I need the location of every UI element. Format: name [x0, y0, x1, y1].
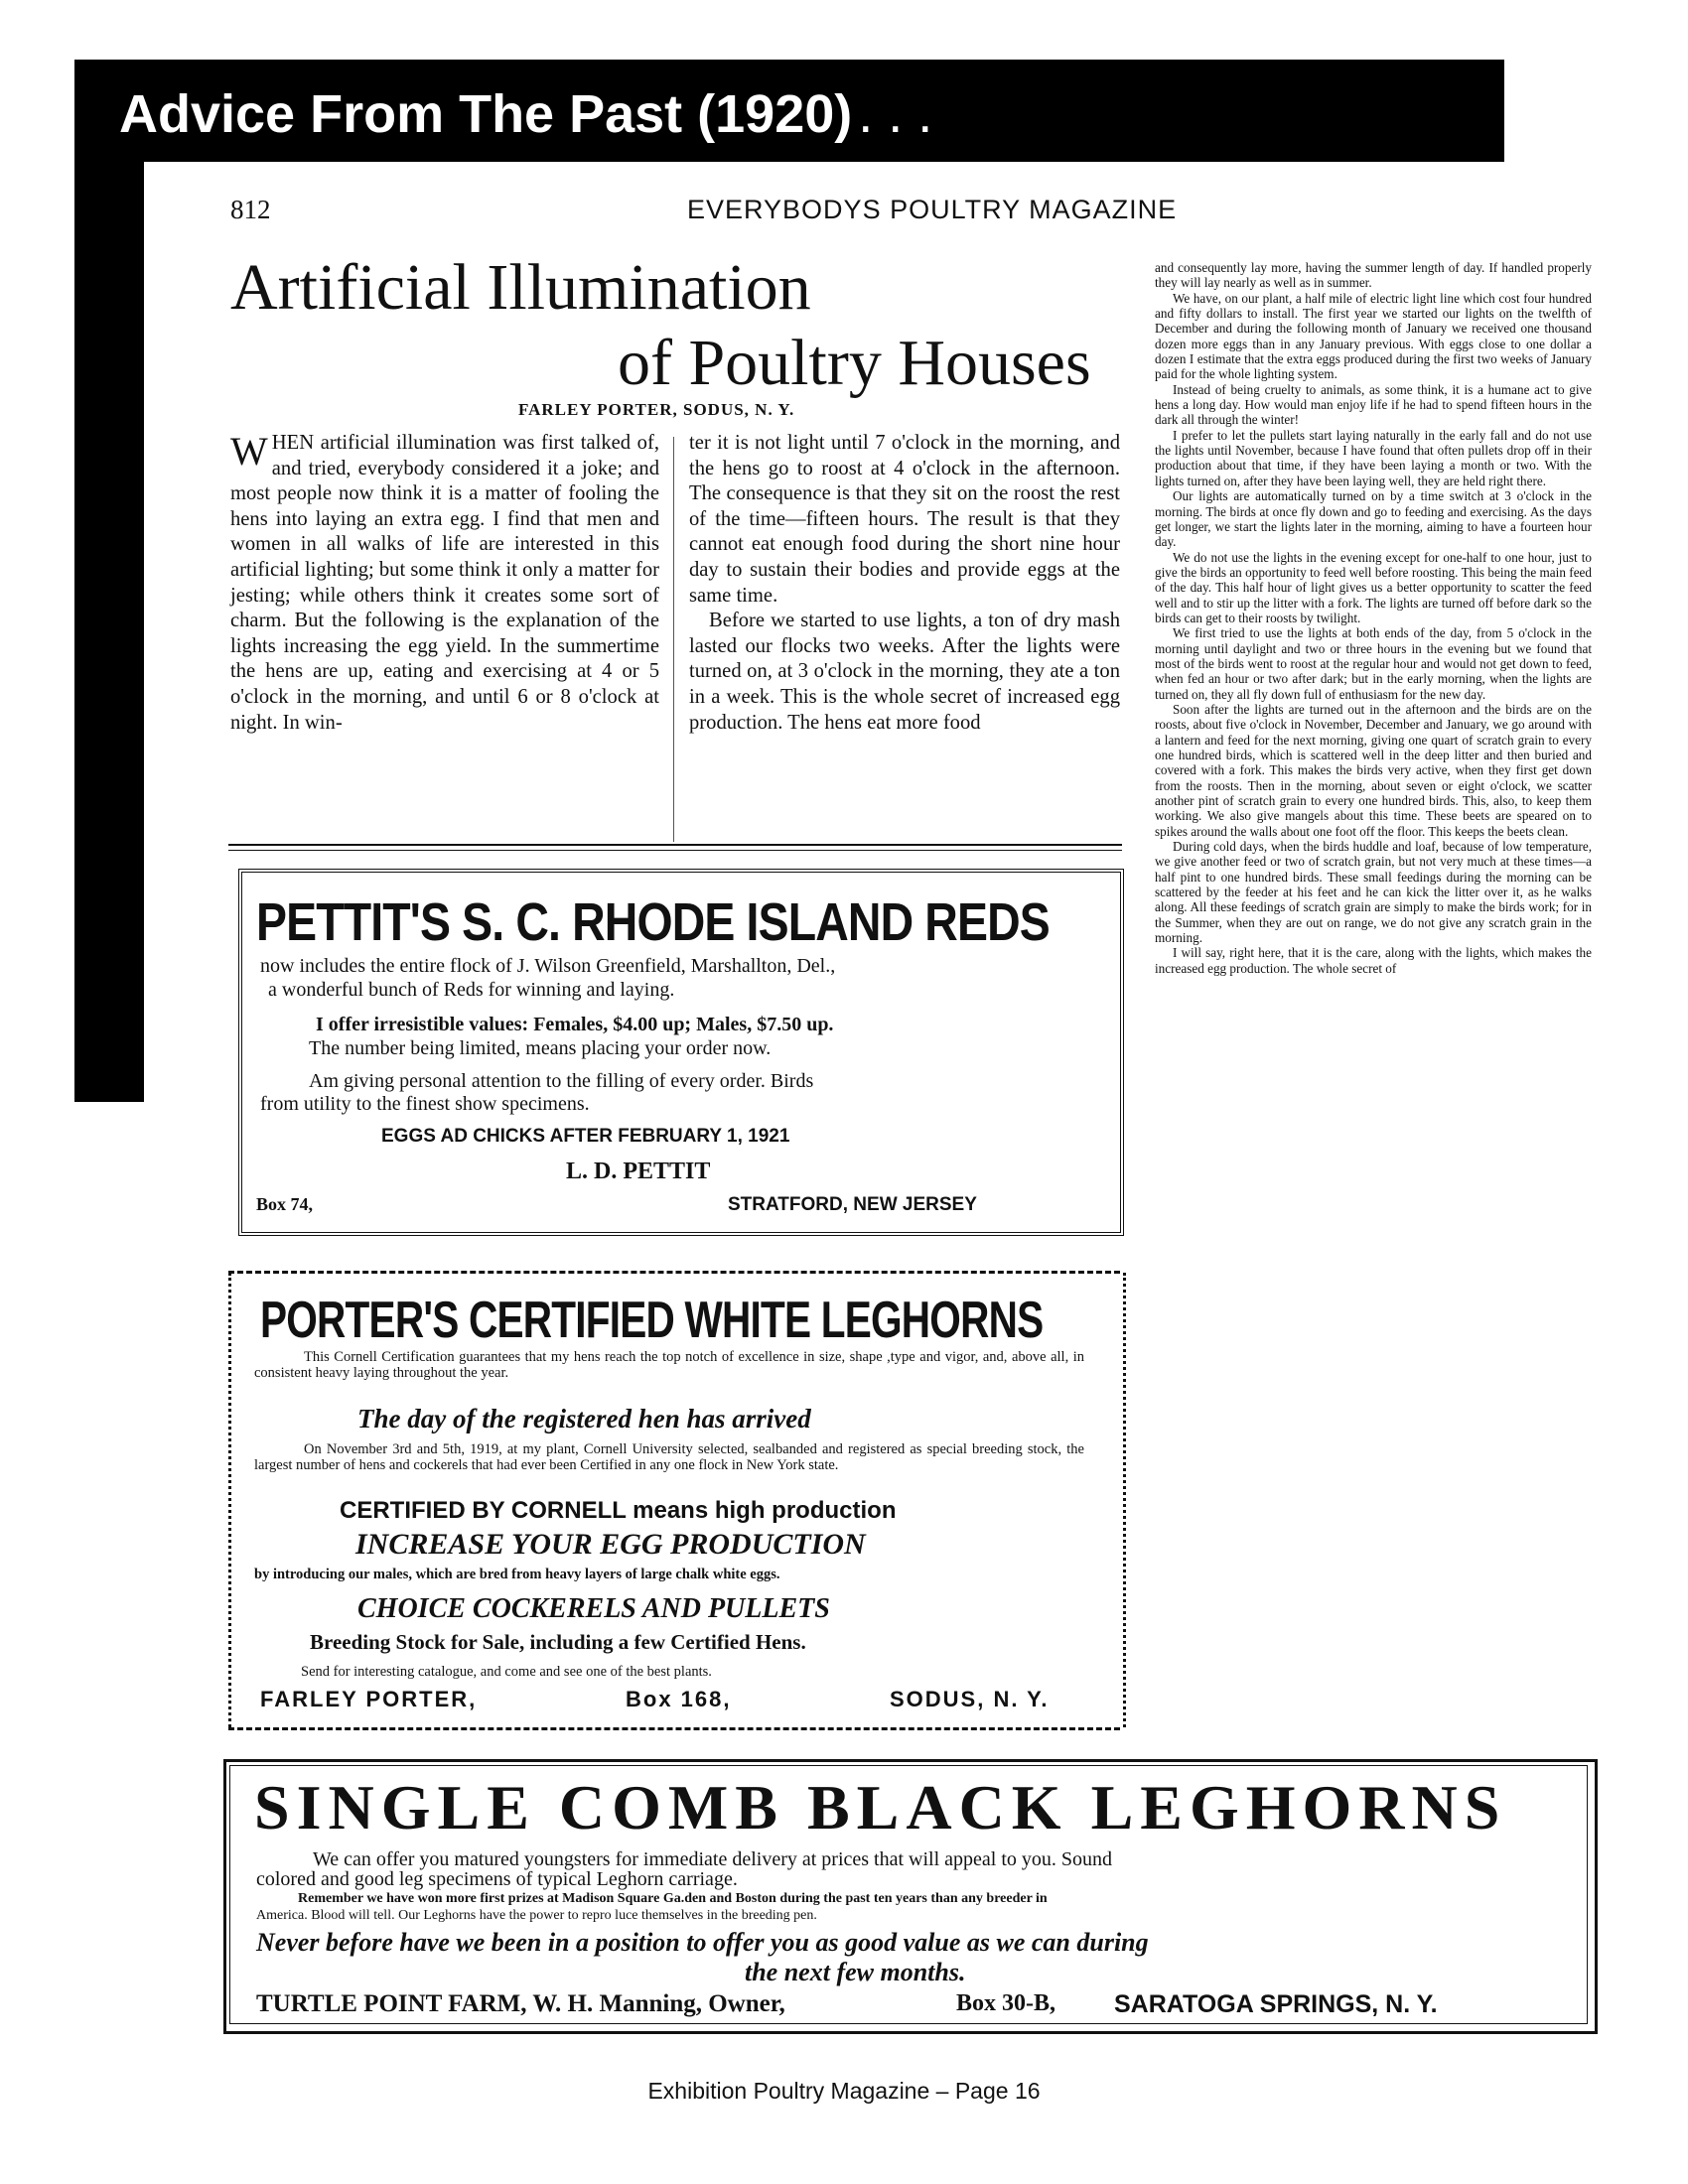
column-3-paragraph: Soon after the lights are turned out in the afternoon and the birds are on the roosts, about five o'clock in November, December and January, we go around with a lantern and feed for the next morning, giving one quart of scratch grain to every one hundred birds, which is scattered well in the deep litter and then buried and covered with a fork. This makes the birds very active, when they first get down from the roosts. Then in the morning, about seven or eight o'clock, we scatter another pint of scratch grain to every one hundred birds. This, also, to keep them working. We also give mangels about this time. These beets are speared on to spikes around the walls about one foot off the floor. This keeps the beets clean. [1155, 701, 1592, 839]
ad-black-box-number: Box 30-B, [956, 1990, 1056, 2016]
column-3-paragraph: We do not use the lights in the evening except for one-half to one hour, just to give the birds an opportunity to feed well before roosting. This being the main feed of the day. This half hour of light gives us a better opportunity to scatter the feed well and to stir up the litter with a fork. The lights are turned off before dark so the birds can get to their roosts by twilight. [1155, 549, 1592, 625]
ad-pettit-name: L. D. PETTIT [566, 1159, 711, 1184]
drop-cap: W [230, 429, 268, 474]
ad-porter-intro: This Cornell Certification guarantees that my hens reach the top notch of excellence in size, shape ,type and vigor, and, above all, in consistent heavy laying throughout the year. [254, 1349, 1084, 1381]
ad-black-farm: TURTLE POINT FARM, W. H. Manning, Owner, [256, 1990, 785, 2017]
ad-black-line: We can offer you matured youngsters for immediate delivery at prices that will appeal to you. Sound [313, 1848, 1113, 1870]
banner-title: Advice From The Past (1920) . . . [119, 84, 933, 144]
ad-black-address: SARATOGA SPRINGS, N. Y. [1114, 1990, 1438, 2018]
ad-porter-bottom-border [228, 1727, 1120, 1730]
ad-porter-slogan: The day of the registered hen has arrived [357, 1404, 811, 1433]
ad-porter-send: Send for interesting catalogue, and come and see one of the best plants. [301, 1664, 712, 1680]
column-3-paragraph: I prefer to let the pullets start laying naturally in the early fall and do not use the lights until November, because I have found that often pullets drop off in their production about that time, if they have been laying a month or two. With the lights turned on, after they have been laying well, they are held right there. [1155, 427, 1592, 488]
column-3-paragraph: During cold days, when the birds huddle and loaf, because of low temperature, we give another feed or two of scratch grain, but not very much at these times—a half pint to one hundred birds. These small feedings during the morning can be scattered by the feeder at his feet and he can kick the litter over it, as he walks along. All these feedings of scratch grain are simply to make the birds work; for in the Summer, when they are out on range, we do not give any scratch grain in the morning. [1155, 839, 1592, 946]
ad-pettit-box-number: Box 74, [256, 1194, 314, 1214]
ad-porter-males: by introducing our males, which are bred from heavy layers of large chalk white eggs. [254, 1567, 780, 1582]
ad-porter-certified: CERTIFIED BY CORNELL means high production [340, 1497, 897, 1524]
ad-porter-headline: PORTER'S CERTIFIED WHITE LEGHORNS [260, 1292, 1044, 1349]
magazine-header [230, 195, 1223, 234]
article-title-line1: Artificial Illumination [230, 251, 811, 324]
article-end-rule [228, 844, 1122, 851]
page-footer: Exhibition Poultry Magazine – Page 16 [647, 2078, 1041, 2104]
article-title-line2: of Poultry Houses [618, 327, 1091, 399]
article-byline: FARLEY PORTER, SODUS, N. Y. [518, 400, 795, 419]
ad-porter-increase: INCREASE YOUR EGG PRODUCTION [355, 1528, 866, 1561]
ad-pettit-address: STRATFORD, NEW JERSEY [728, 1194, 977, 1215]
column-3-paragraph: Our lights are automatically turned on by a time switch at 3 o'clock in the morning. The birds at once fly down and go to feeding and exercising. As the days get longer, we start the lights later in the morning, aiming to have a fourteen hour day. [1155, 488, 1592, 550]
column-2-paragraph-1: ter it is not light until 7 o'clock in the morning, and the hens go to roost at 4 o'clock in the afternoon. The consequence is that they sit on the roost the rest of the time—fifteen hours. The result is that they cannot eat enough food during the short nine hour day to sustain their bodies and provide eggs at the same time. [689, 432, 1120, 607]
column-3-paragraph: and consequently lay more, having the summer length of day. If handled properly they will lay nearly as well as in summer. [1155, 260, 1592, 291]
ad-porter-detail: On November 3rd and 5th, 1919, at my plant, Cornell University selected, sealbanded and registered as special breeding stock, the largest number of hens and cockerels that had ever been Certified in any one flock in New York state. [254, 1441, 1084, 1473]
column-3-paragraph: Instead of being cruelty to animals, as some think, it is a humane act to give hens a long day. How would man enjoy life if he had to spend fifteen hours in the dark all through the winter! [1155, 381, 1592, 428]
ad-black-line: America. Blood will tell. Our Leghorns have the power to repro luce themselves in the breeding pen. [256, 1908, 817, 1923]
ad-porter-breeding: Breeding Stock for Sale, including a few Certified Hens. [310, 1630, 806, 1654]
article-column-3 [1155, 260, 1592, 976]
ad-black-line: Never before have we been in a position to offer you as good value as we can during [256, 1928, 1149, 1957]
column-3-paragraph: We first tried to use the lights at both ends of the day, from 5 o'clock in the morning until daylight and two or three hours in the evening but we found that most of the birds went to roost at the regular hour and would not get down to feed, when fed an hour or two after dark; but in the early morning, when the lights are turned on, they all fly down full of enthusiasm for the new day. [1155, 625, 1592, 702]
ad-pettit-headline: PETTIT'S S. C. RHODE ISLAND REDS [256, 892, 1050, 952]
ad-black-leghorns-headline: SINGLE COMB BLACK LEGHORNS [254, 1772, 1507, 1843]
column-divider [673, 437, 674, 842]
ad-pettit-line: The number being limited, means placing your order now. [309, 1037, 772, 1059]
ad-pettit-line: from utility to the finest show specimens. [260, 1093, 590, 1115]
column-3-paragraph: We have, on our plant, a half mile of electric light line which cost four hundred and fifty dollars to install. The first year we started our lights on the twelfth of December and during the following month of January we received one thousand dozen more eggs than in any January previous. With eggs close to one dollar a dozen I estimate that the extra eggs produced during the first two weeks of January paid for the whole lighting system. [1155, 290, 1592, 382]
ad-porter-address: SODUS, N. Y. [890, 1687, 1050, 1711]
column-3-paragraph: I will say, right here, that it is the care, along with the lights, which makes the increased egg production. The whole secret of [1155, 945, 1592, 976]
ad-porter-choice: CHOICE COCKERELS AND PULLETS [357, 1593, 830, 1624]
ad-pettit-line: Am giving personal attention to the filling of every order. Birds [309, 1070, 814, 1092]
ad-porter-name: FARLEY PORTER, [260, 1687, 478, 1711]
ad-black-line: the next few months. [745, 1958, 966, 1986]
ad-pettit-line: a wonderful bunch of Reds for winning and laying. [268, 979, 675, 1001]
ad-black-line: colored and good leg specimens of typical Leghorn carriage. [256, 1868, 738, 1890]
column-2-paragraph-2: Before we started to use lights, a ton of dry mash lasted our flocks two weeks. After the lights were turned on, at 3 o'clock in the morning, they ate a ton in a week. This is the whole secret of increased egg production. The hens eat more food [689, 610, 1120, 734]
magazine-page-number: 812 [230, 195, 271, 224]
banner-dots: . . . [858, 84, 933, 144]
ad-porter-box-number: Box 168, [626, 1687, 732, 1711]
column-1-text: HEN artificial illumination was first talked of, and tried, everybody considered it a joke; and most people now think it is a matter of fooling the hens into laying an extra egg. I find that men and women in all walks of life are interested in this artificial lighting; but some think it only a matter for jesting; while others think it creates some sort of charm. But the following is the explanation of the lights increasing the egg yield. In the summertime the hens are up, eating and exercising at 4 or 5 o'clock in the morning, and until 6 or 8 o'clock at night. In win- [230, 432, 659, 734]
article-column-2 [689, 431, 1120, 736]
ad-black-line: Remember we have won more first prizes at Madison Square Ga.den and Boston during the past ten years than any breeder in [298, 1891, 1048, 1906]
article-column-1 [230, 431, 659, 736]
ad-pettit-line: EGGS AD CHICKS AFTER FEBRUARY 1, 1921 [381, 1126, 790, 1147]
magazine-title: EVERYBODYS POULTRY MAGAZINE [687, 195, 1178, 224]
ad-pettit-line: I offer irresistible values: Females, $4.00 up; Males, $7.50 up. [316, 1014, 834, 1035]
ad-pettit-line: now includes the entire flock of J. Wilson Greenfield, Marshallton, Del., [260, 955, 836, 977]
